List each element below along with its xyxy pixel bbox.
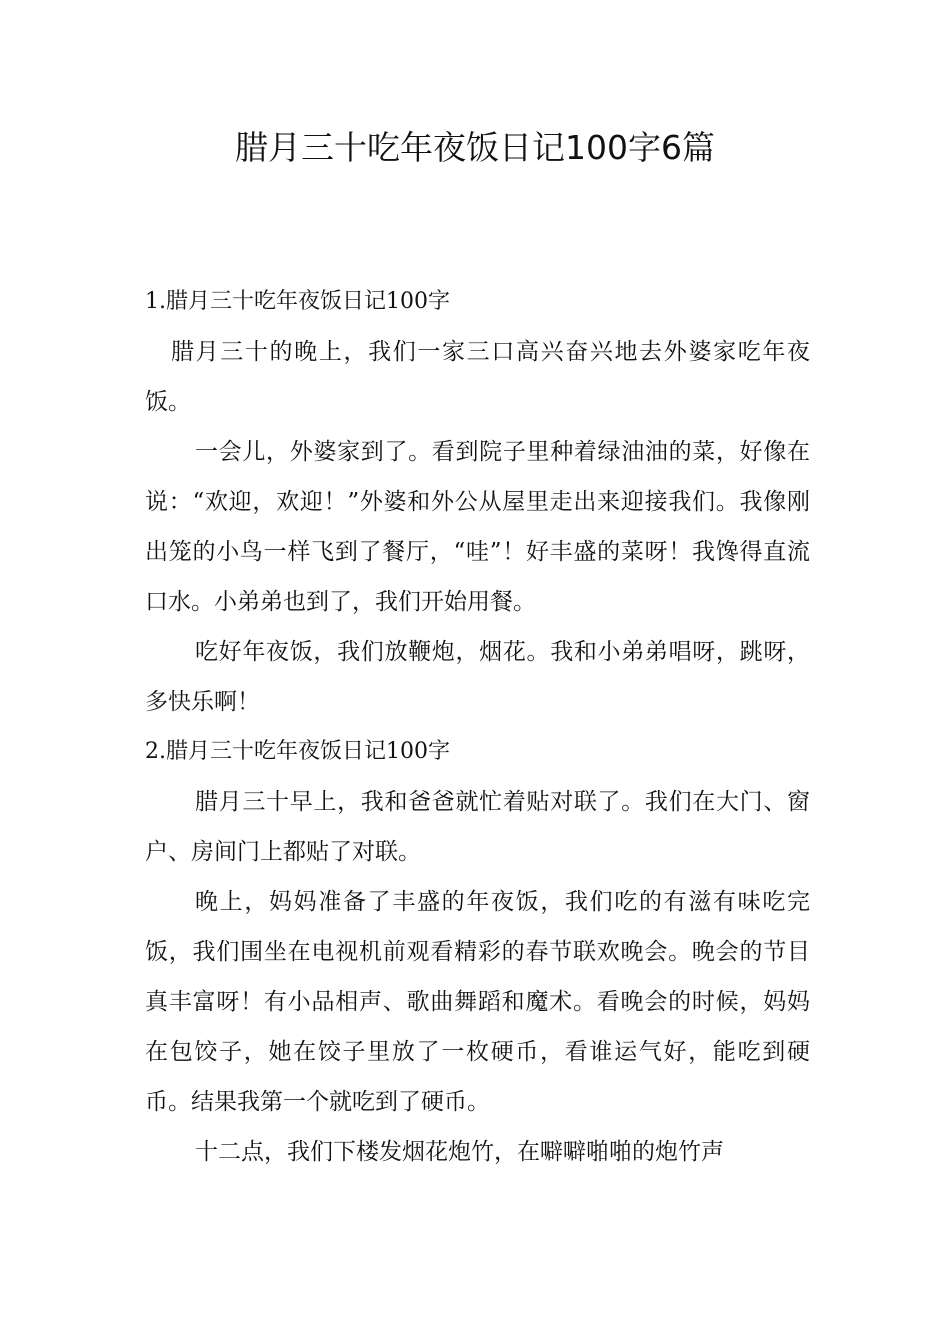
document-body bbox=[145, 277, 810, 1177]
paragraph: 一会儿，外婆家到了。看到院子里种着绿油油的菜，好像在说：“欢迎，欢迎！”外婆和外公从屋里走出来迎接我们。我像刚出笼的小鸟一样飞到了餐厅，“哇”！好丰盛的菜呀！我馋得直流口水。小弟弟也到了，我们开始用餐。 bbox=[145, 439, 810, 615]
paragraph: 腊月三十早上，我和爸爸就忙着贴对联了。我们在大门、窗户、房间门上都贴了对联。 bbox=[145, 789, 810, 865]
section-heading-1: 1.腊月三十吃年夜饭日记100字 bbox=[145, 289, 450, 314]
paragraph: 吃好年夜饭，我们放鞭炮，烟花。我和小弟弟唱呀，跳呀，多快乐啊！ bbox=[145, 639, 810, 715]
document-title: 腊月三十吃年夜饭日记100字6篇 bbox=[235, 128, 715, 167]
section-heading-2: 2.腊月三十吃年夜饭日记100字 bbox=[145, 739, 450, 764]
paragraph: 晚上，妈妈准备了丰盛的年夜饭，我们吃的有滋有味吃完饭，我们围坐在电视机前观看精彩的春节联欢晚会。晚会的节目真丰富呀！有小品相声、歌曲舞蹈和魔术。看晚会的时候，妈妈在包饺子，她在饺子里放了一枚硬币，看谁运气好，能吃到硬币。结果我第一个就吃到了硬币。 bbox=[145, 889, 810, 1115]
paragraph: 腊月三十的晚上，我们一家三口高兴奋兴地去外婆家吃年夜饭。 bbox=[145, 339, 810, 415]
paragraph: 十二点，我们下楼发烟花炮竹，在噼噼啪啪的炮竹声 bbox=[195, 1139, 724, 1165]
